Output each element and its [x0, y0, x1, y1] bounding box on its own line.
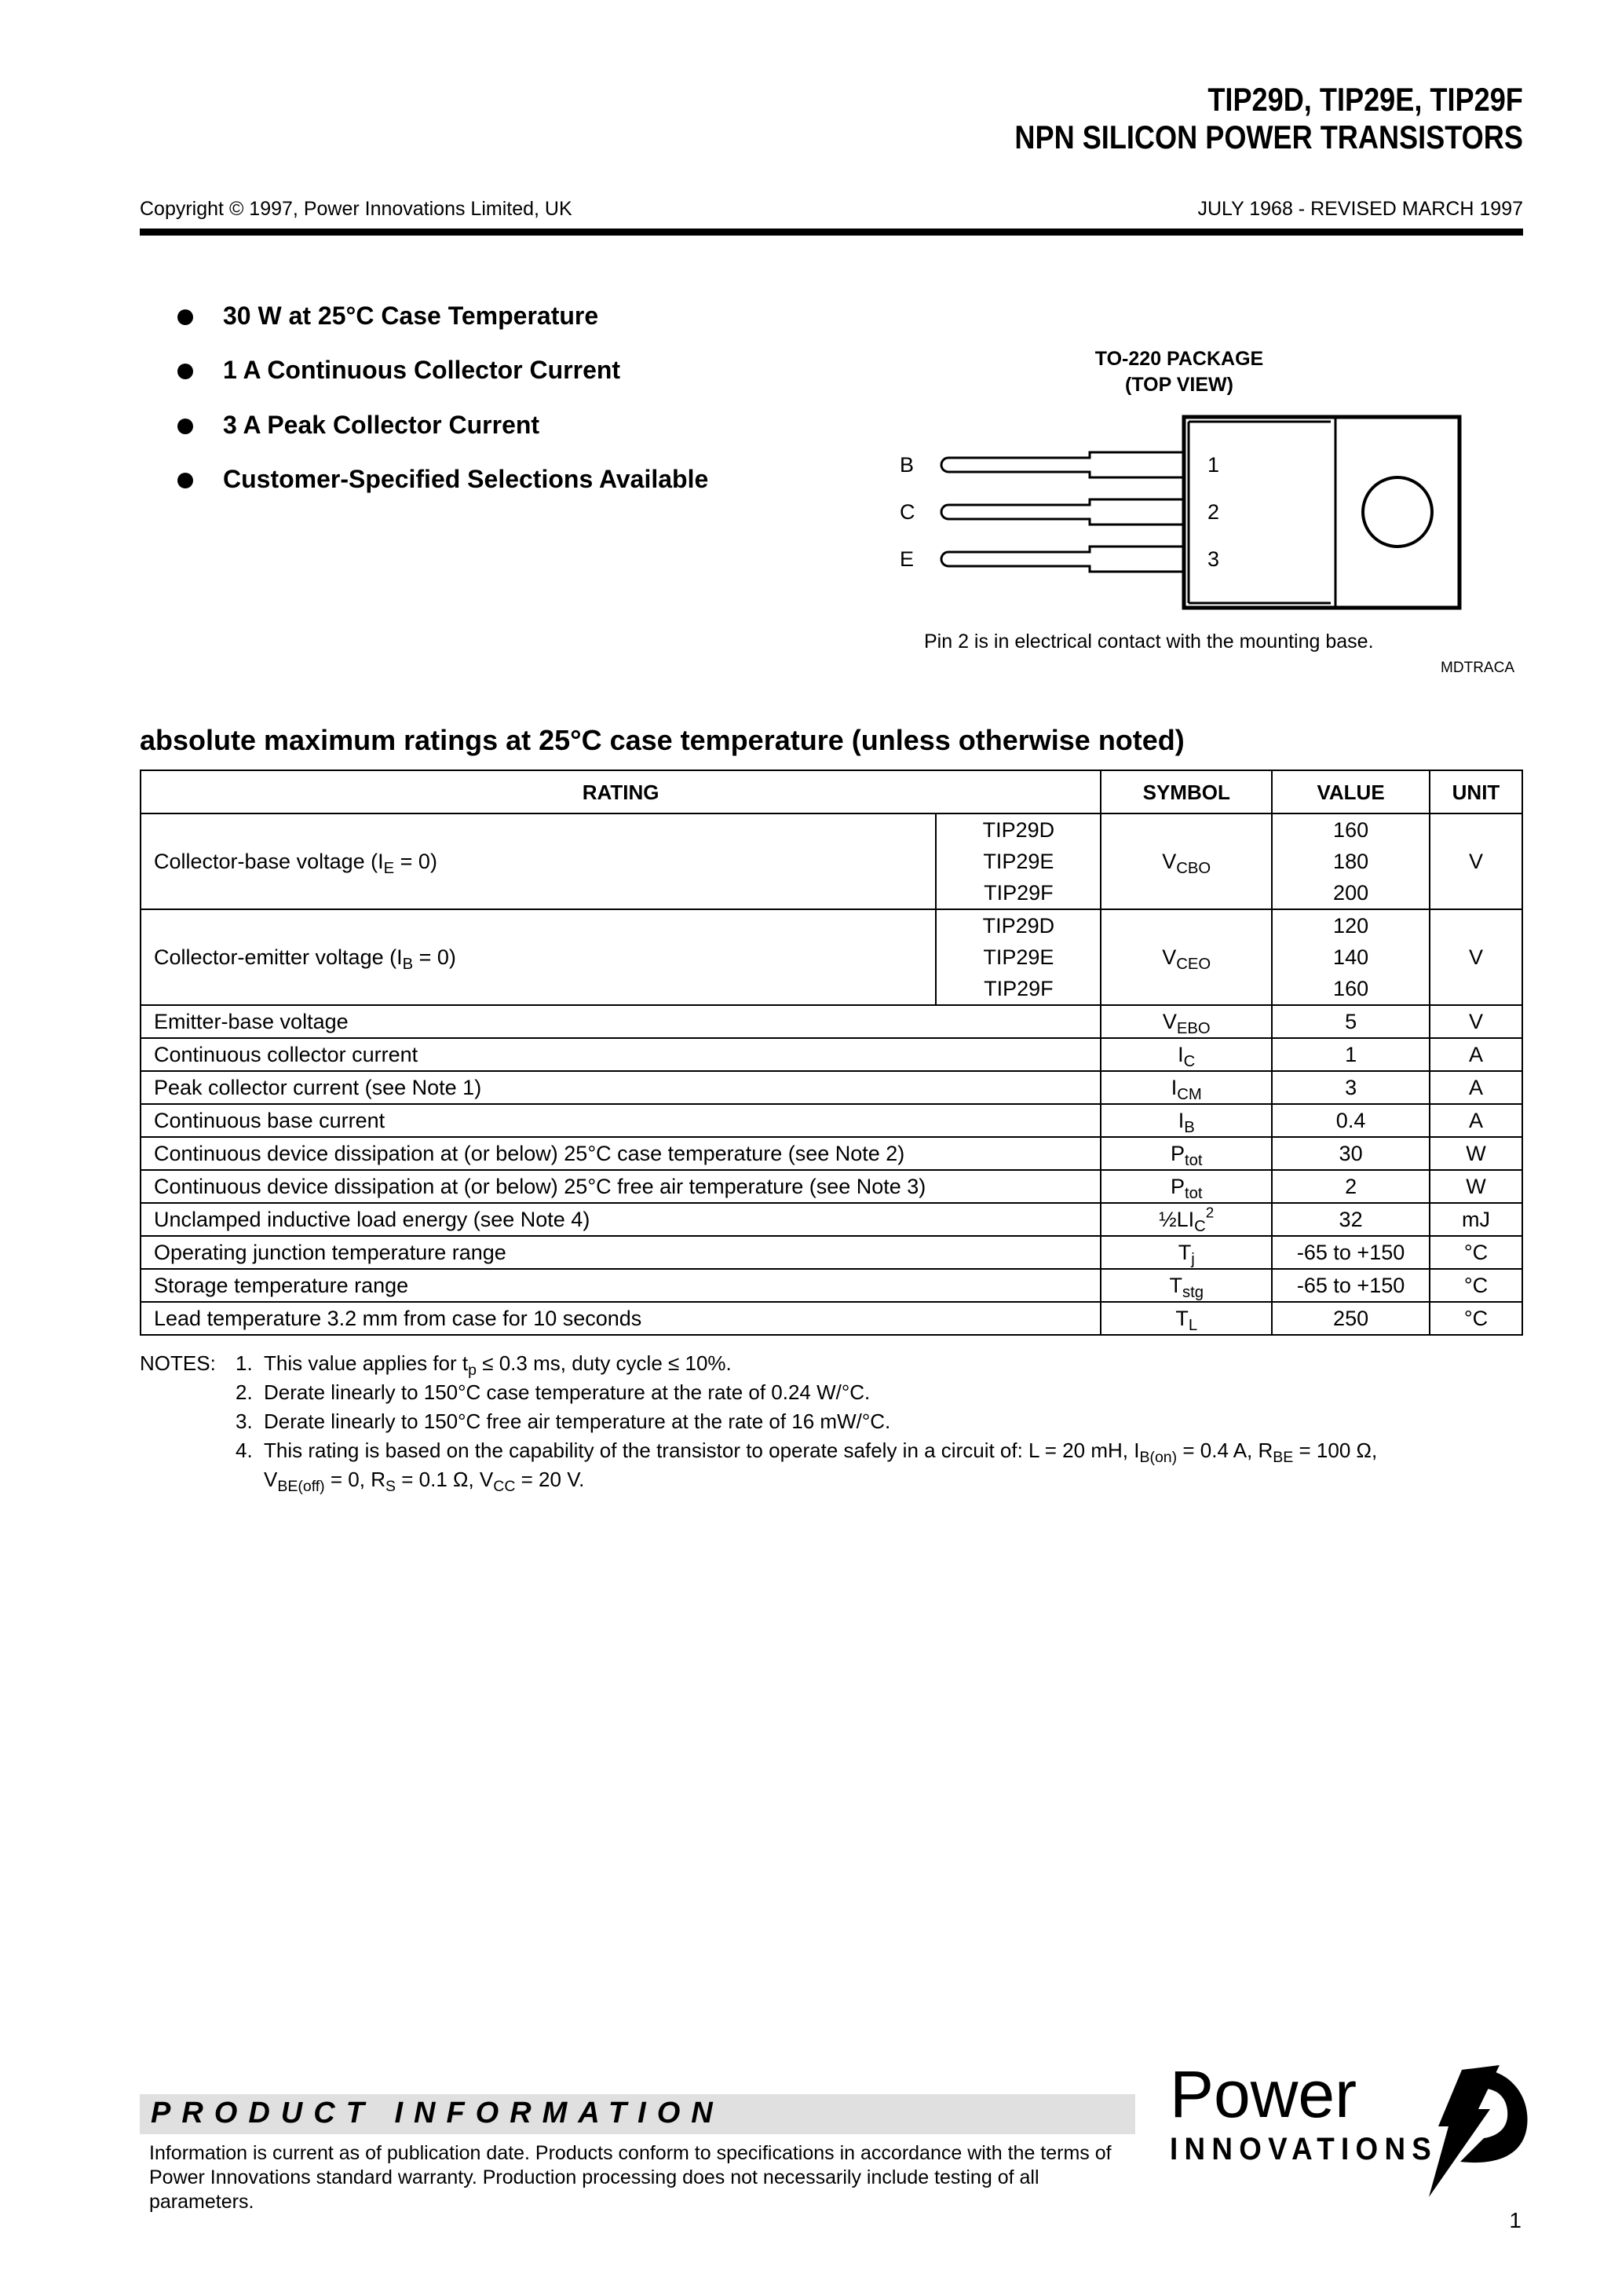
note-number: 3. — [236, 1409, 253, 1433]
note-subscript: CC — [493, 1477, 516, 1495]
package-view: (TOP VIEW) — [1125, 374, 1233, 396]
symbol-subscript: L — [1188, 1317, 1198, 1335]
note-segment: This value applies for t — [264, 1351, 469, 1375]
header-rule — [140, 229, 1523, 236]
note-segment: = 0.1 Ω, V — [396, 1468, 494, 1491]
value-cell: 0.4 — [1272, 1104, 1430, 1137]
rating-cell: Continuous collector current — [141, 1038, 1101, 1071]
unit-cell: V — [1430, 1005, 1522, 1038]
symbol-subscript: j — [1191, 1251, 1195, 1269]
symbol-superscript: 2 — [1205, 1205, 1215, 1222]
lightning-bolt-icon — [1429, 2065, 1500, 2197]
value-cell: 30 — [1272, 1137, 1430, 1170]
copyright: Copyright © 1997, Power Innovations Limited, UK — [140, 198, 572, 220]
unit-cell: mJ — [1430, 1203, 1522, 1236]
symbol-cell — [1101, 909, 1272, 1005]
unit-cell: A — [1430, 1071, 1522, 1104]
pin-label: C — [900, 500, 915, 524]
device-cell: TIP29F — [936, 973, 1101, 1005]
note-number: 4. — [236, 1439, 253, 1462]
rating-cell: Unclamped inductive load energy (see Note 4) — [141, 1203, 1101, 1236]
header-symbol: SYMBOL — [1101, 770, 1272, 813]
note-number: 1. — [236, 1351, 253, 1375]
svg-text:Power: Power — [1170, 2064, 1357, 2131]
table-row — [141, 1302, 1522, 1335]
power-innovations-logo — [1170, 2064, 1531, 2201]
section-heading: absolute maximum ratings at 25°C case temperature (unless otherwise noted) — [140, 724, 1185, 756]
symbol-main: I — [1178, 1109, 1185, 1132]
value-cell: 160 — [1272, 973, 1430, 1005]
symbol-cell — [1101, 1071, 1272, 1104]
rating-cell: Peak collector current (see Note 1) — [141, 1071, 1101, 1104]
note-subscript: S — [385, 1477, 396, 1495]
symbol-subscript: tot — [1184, 1185, 1203, 1203]
symbol-cell — [1101, 1038, 1272, 1071]
notes-label: NOTES: — [140, 1351, 216, 1375]
to220-package-diagram — [887, 408, 1468, 620]
value-cell: 200 — [1272, 877, 1430, 909]
page-number: 1 — [1509, 2208, 1522, 2232]
symbol-cell — [1101, 1203, 1272, 1236]
device-cell: TIP29E — [936, 941, 1101, 973]
rating-cell: Continuous device dissipation at (or below) 25°C free air temperature (see Note 3) — [141, 1170, 1101, 1203]
table-header-row — [141, 770, 1522, 813]
pin-note: Pin 2 is in electrical contact with the mounting base. — [924, 631, 1374, 653]
value-cell: 140 — [1272, 941, 1430, 973]
note-text — [264, 1349, 732, 1378]
device-cell: TIP29E — [936, 846, 1101, 877]
disclaimer-text: Information is current as of publication date. Products conform to specifications in accordance with the terms of Power Innovations standard warranty. Production processing does not necessarily include testing of all parameters. — [149, 2142, 1112, 2213]
rating-text: Collector-emitter voltage (I — [154, 945, 403, 969]
value-cell: 5 — [1272, 1005, 1430, 1038]
unit-cell: °C — [1430, 1269, 1522, 1302]
lead-2 — [941, 499, 1184, 525]
rating-cell — [141, 813, 936, 909]
table-row — [141, 1137, 1522, 1170]
value-cell: 120 — [1272, 909, 1430, 941]
note-segment: This rating is based on the capability of the transistor to operate safely in a circuit of: L = 20 mH, I — [264, 1439, 1140, 1462]
rating-subscript: E — [383, 860, 395, 878]
note-segment: Derate linearly to 150°C case temperature at the rate of 0.24 W/°C. — [264, 1380, 871, 1404]
rating-cell: Operating junction temperature range — [141, 1236, 1101, 1269]
symbol-main: T — [1169, 1274, 1182, 1297]
rating-text: Collector-base voltage (I — [154, 850, 384, 873]
rating-cell: Continuous base current — [141, 1104, 1101, 1137]
rating-cell: Continuous device dissipation at (or below) 25°C case temperature (see Note 2) — [141, 1137, 1101, 1170]
note-segment: = 20 V. — [515, 1468, 585, 1491]
note-segment: Derate linearly to 150°C free air temperature at the rate of 16 mW/°C. — [264, 1409, 891, 1433]
drawing-code: MDTRACA — [1441, 660, 1514, 676]
package-outline — [1184, 417, 1459, 608]
revision-date: JULY 1968 - REVISED MARCH 1997 — [1197, 198, 1523, 220]
note-subscript: BE(off) — [277, 1477, 325, 1495]
lead-3 — [941, 547, 1184, 572]
rating-cell: Emitter-base voltage — [141, 1005, 1101, 1038]
bullet-icon — [177, 309, 193, 325]
symbol-subscript: tot — [1184, 1152, 1203, 1170]
rating-text: = 0) — [413, 945, 456, 969]
symbol-main: T — [1175, 1307, 1189, 1330]
value-cell: 2 — [1272, 1170, 1430, 1203]
symbol-cell — [1101, 1170, 1272, 1203]
note-segment: = 0.4 A, R — [1177, 1439, 1273, 1462]
note-segment: ≤ 0.3 ms, duty cycle ≤ 10%. — [477, 1351, 732, 1375]
rating-cell — [141, 909, 936, 1005]
document-subtitle: NPN SILICON POWER TRANSISTORS — [1014, 119, 1523, 155]
note-text — [264, 1378, 870, 1407]
value-cell: 1 — [1272, 1038, 1430, 1071]
package-title: TO-220 PACKAGE — [1094, 348, 1264, 370]
symbol-main: T — [1178, 1241, 1192, 1264]
rating-text: = 0) — [394, 850, 437, 873]
symbol-cell — [1101, 813, 1272, 909]
table-row — [141, 1005, 1522, 1038]
symbol-cell — [1101, 1104, 1272, 1137]
table-row — [141, 1104, 1522, 1137]
device-cell: TIP29D — [936, 813, 1101, 846]
header-value: VALUE — [1272, 770, 1430, 813]
value-cell: 3 — [1272, 1071, 1430, 1104]
table-row — [141, 1269, 1522, 1302]
symbol-subscript: stg — [1182, 1284, 1204, 1302]
table-row — [141, 1170, 1522, 1203]
svg-text:INNOVATIONS: INNOVATIONS — [1170, 2131, 1438, 2167]
header-rating: RATING — [141, 770, 1101, 813]
document-title: TIP29D, TIP29E, TIP29F — [1207, 81, 1523, 118]
symbol-main: V — [1162, 1010, 1177, 1033]
note-segment: V — [264, 1468, 278, 1491]
symbol-subscript: CM — [1177, 1086, 1202, 1104]
unit-cell: °C — [1430, 1302, 1522, 1335]
symbol-main: P — [1170, 1175, 1185, 1198]
bullet-icon — [177, 473, 193, 488]
value-cell: 160 — [1272, 813, 1430, 846]
symbol-cell — [1101, 1302, 1272, 1335]
unit-cell: A — [1430, 1038, 1522, 1071]
symbol-cell — [1101, 1005, 1272, 1038]
product-information-label: PRODUCT INFORMATION — [151, 2097, 724, 2130]
symbol-main: P — [1170, 1142, 1185, 1165]
symbol-main: I — [1171, 1076, 1178, 1099]
note-subscript: B(on) — [1139, 1448, 1178, 1466]
note-segment: = 0, R — [324, 1468, 385, 1491]
header-unit: UNIT — [1430, 770, 1522, 813]
ratings-table — [140, 770, 1523, 1336]
note-text — [264, 1407, 890, 1436]
rating-cell: Lead temperature 3.2 mm from case for 10 seconds — [141, 1302, 1101, 1335]
pin-number: 2 — [1207, 500, 1220, 524]
value-cell: 32 — [1272, 1203, 1430, 1236]
rating-cell: Storage temperature range — [141, 1269, 1101, 1302]
unit-cell: W — [1430, 1170, 1522, 1203]
note-subscript: p — [468, 1361, 477, 1379]
value-cell: 180 — [1272, 846, 1430, 877]
pin-label: B — [900, 453, 915, 477]
table-row — [141, 813, 1522, 846]
symbol-subscript: C — [1194, 1218, 1206, 1236]
unit-cell: V — [1430, 909, 1522, 1005]
pin-number: 3 — [1207, 547, 1220, 571]
value-cell: 250 — [1272, 1302, 1430, 1335]
table-row — [141, 1071, 1522, 1104]
symbol-subscript: B — [1184, 1119, 1195, 1137]
symbol-cell — [1101, 1269, 1272, 1302]
symbol-main: ½LI — [1159, 1208, 1195, 1231]
value-cell: -65 to +150 — [1272, 1236, 1430, 1269]
symbol-cell — [1101, 1137, 1272, 1170]
device-cell: TIP29F — [936, 877, 1101, 909]
symbol-cell — [1101, 1236, 1272, 1269]
symbol-subscript: EBO — [1176, 1020, 1211, 1038]
symbol-main: V — [1162, 945, 1177, 969]
note-subscript: BE — [1273, 1448, 1294, 1466]
unit-cell: V — [1430, 813, 1522, 909]
symbol-main: V — [1162, 850, 1177, 873]
mounting-hole — [1363, 477, 1432, 547]
pin-number: 1 — [1207, 453, 1220, 477]
value-cell: -65 to +150 — [1272, 1269, 1430, 1302]
symbol-subscript: C — [1183, 1053, 1196, 1071]
device-cell: TIP29D — [936, 909, 1101, 941]
symbol-subscript: CBO — [1176, 860, 1211, 878]
symbol-subscript: CEO — [1176, 956, 1211, 974]
symbol-main: I — [1178, 1043, 1184, 1066]
rating-subscript: B — [402, 956, 414, 974]
bullet-icon — [177, 419, 193, 434]
table-row — [141, 1203, 1522, 1236]
note-text — [264, 1436, 1377, 1465]
lead-1 — [941, 452, 1184, 477]
table-row — [141, 1038, 1522, 1071]
unit-cell: °C — [1430, 1236, 1522, 1269]
note-text — [264, 1465, 584, 1494]
table-row — [141, 1236, 1522, 1269]
table-row — [141, 909, 1522, 941]
bullet-icon — [177, 364, 193, 379]
pin-label: E — [900, 547, 915, 571]
note-number: 2. — [236, 1380, 253, 1404]
note-segment: = 100 Ω, — [1293, 1439, 1378, 1462]
unit-cell: A — [1430, 1104, 1522, 1137]
unit-cell: W — [1430, 1137, 1522, 1170]
